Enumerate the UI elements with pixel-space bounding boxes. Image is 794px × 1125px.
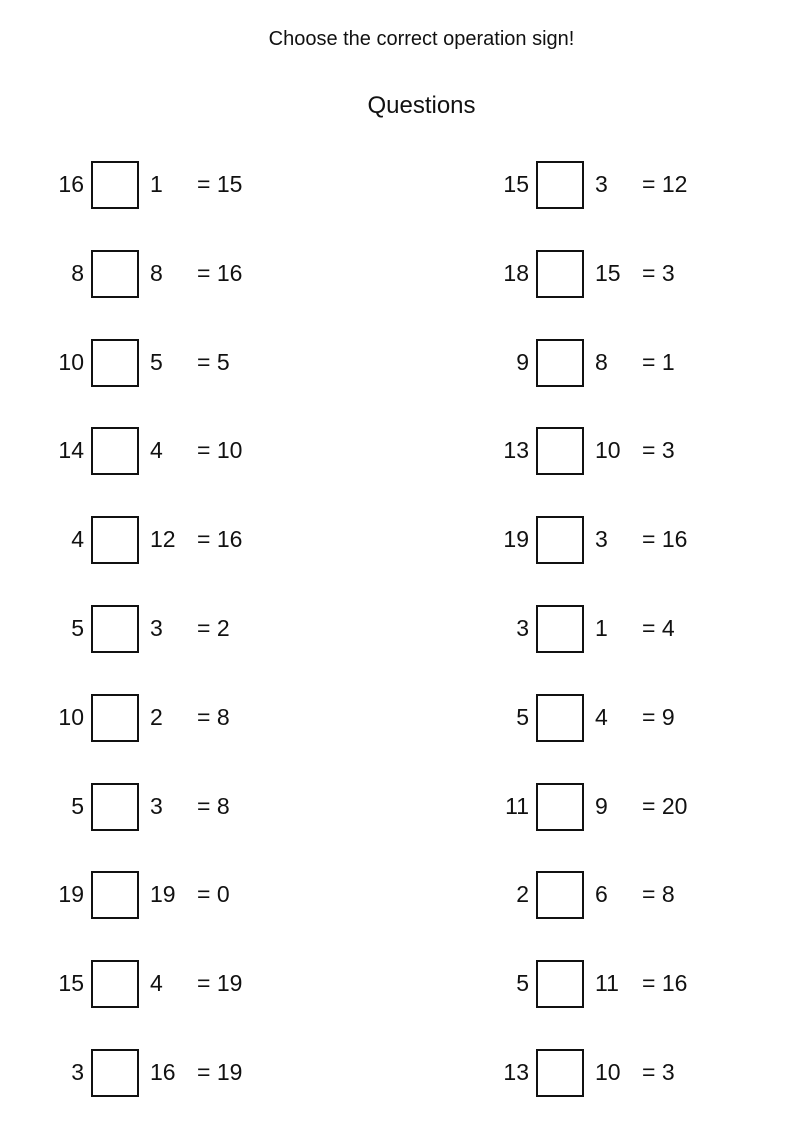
- first-operand: 19: [503, 526, 529, 553]
- question-row: [0, 783, 330, 829]
- first-operand: 19: [58, 881, 84, 908]
- question-row: [0, 427, 330, 473]
- second-operand: 10: [595, 1059, 621, 1085]
- result-text: = 3: [642, 437, 675, 464]
- second-operand: 4: [150, 437, 163, 464]
- result-text: = 19: [197, 970, 243, 997]
- question-row: [0, 694, 330, 740]
- operation-sign-box[interactable]: [91, 694, 139, 742]
- result-text: = 8: [197, 792, 230, 819]
- operation-sign-box[interactable]: [536, 427, 584, 475]
- first-operand: 8: [71, 259, 84, 286]
- operation-sign-box[interactable]: [536, 783, 584, 831]
- result-text: = 9: [642, 703, 675, 730]
- operation-sign-box[interactable]: [91, 960, 139, 1008]
- result-text: = 3: [642, 1059, 675, 1085]
- first-operand: 13: [503, 1059, 529, 1085]
- question-row: [0, 161, 330, 207]
- result-text: = 5: [197, 348, 230, 375]
- result-text: = 19: [197, 1059, 243, 1085]
- operation-sign-box[interactable]: [91, 427, 139, 475]
- second-operand: 5: [150, 348, 163, 375]
- result-text: = 16: [642, 526, 688, 553]
- first-operand: 18: [503, 259, 529, 286]
- second-operand: 4: [595, 703, 608, 730]
- second-operand: 19: [150, 881, 176, 908]
- first-operand: 5: [71, 792, 84, 819]
- second-operand: 8: [595, 348, 608, 375]
- operation-sign-box[interactable]: [536, 871, 584, 919]
- question-row: [445, 339, 775, 385]
- first-operand: 10: [58, 348, 84, 375]
- second-operand: 6: [595, 881, 608, 908]
- operation-sign-box[interactable]: [536, 339, 584, 387]
- second-operand: 9: [595, 792, 608, 819]
- result-text: = 20: [642, 792, 688, 819]
- result-text: = 4: [642, 615, 675, 641]
- result-text: = 3: [642, 259, 675, 286]
- operation-sign-box[interactable]: [91, 339, 139, 387]
- second-operand: 16: [150, 1059, 176, 1085]
- result-text: = 0: [197, 881, 230, 908]
- result-text: = 15: [197, 171, 243, 197]
- first-operand: 2: [516, 881, 529, 908]
- operation-sign-box[interactable]: [91, 250, 139, 298]
- second-operand: 15: [595, 259, 621, 286]
- first-operand: 15: [58, 970, 84, 997]
- first-operand: 4: [71, 526, 84, 553]
- first-operand: 3: [71, 1059, 84, 1085]
- second-operand: 4: [150, 970, 163, 997]
- question-row: [0, 516, 330, 562]
- operation-sign-box[interactable]: [536, 516, 584, 564]
- question-row: [445, 605, 775, 651]
- second-operand: 3: [595, 171, 608, 197]
- result-text: = 16: [642, 970, 688, 997]
- first-operand: 11: [505, 792, 529, 819]
- first-operand: 15: [503, 171, 529, 197]
- question-row: [0, 871, 330, 917]
- question-row: [0, 605, 330, 651]
- question-row: [445, 871, 775, 917]
- operation-sign-box[interactable]: [91, 605, 139, 653]
- operation-sign-box[interactable]: [91, 1049, 139, 1097]
- question-row: [445, 960, 775, 1006]
- result-text: = 10: [197, 437, 243, 464]
- operation-sign-box[interactable]: [91, 516, 139, 564]
- operation-sign-box[interactable]: [536, 694, 584, 742]
- first-operand: 3: [516, 615, 529, 641]
- operation-sign-box[interactable]: [91, 783, 139, 831]
- operation-sign-box[interactable]: [536, 1049, 584, 1097]
- first-operand: 13: [503, 437, 529, 464]
- result-text: = 1: [642, 348, 675, 375]
- operation-sign-box[interactable]: [536, 161, 584, 209]
- operation-sign-box[interactable]: [536, 605, 584, 653]
- question-row: [445, 516, 775, 562]
- first-operand: 5: [71, 615, 84, 641]
- second-operand: 11: [595, 970, 619, 997]
- result-text: = 8: [642, 881, 675, 908]
- second-operand: 2: [150, 703, 163, 730]
- second-operand: 1: [595, 615, 608, 641]
- second-operand: 10: [595, 437, 621, 464]
- second-operand: 1: [150, 171, 163, 197]
- operation-sign-box[interactable]: [91, 161, 139, 209]
- first-operand: 10: [58, 703, 84, 730]
- first-operand: 5: [516, 970, 529, 997]
- question-row: [0, 339, 330, 385]
- question-row: [0, 1049, 330, 1095]
- second-operand: 3: [150, 615, 163, 641]
- question-row: [0, 960, 330, 1006]
- first-operand: 16: [58, 171, 84, 197]
- result-text: = 8: [197, 703, 230, 730]
- result-text: = 2: [197, 615, 230, 641]
- first-operand: 9: [516, 348, 529, 375]
- second-operand: 3: [150, 792, 163, 819]
- second-operand: 12: [150, 526, 176, 553]
- question-row: [445, 427, 775, 473]
- question-row: [445, 1049, 775, 1095]
- question-row: [445, 161, 775, 207]
- question-row: [445, 694, 775, 740]
- question-row: [445, 783, 775, 829]
- page-title: Questions: [367, 92, 476, 119]
- second-operand: 8: [150, 259, 163, 286]
- result-text: = 12: [642, 171, 688, 197]
- operation-sign-box[interactable]: [536, 250, 584, 298]
- instruction-text: Choose the correct operation sign!: [268, 28, 575, 50]
- first-operand: 5: [516, 703, 529, 730]
- result-text: = 16: [197, 259, 243, 286]
- first-operand: 14: [58, 437, 84, 464]
- question-row: [445, 250, 775, 296]
- result-text: = 16: [197, 526, 243, 553]
- second-operand: 3: [595, 526, 608, 553]
- question-row: [0, 250, 330, 296]
- operation-sign-box[interactable]: [91, 871, 139, 919]
- operation-sign-box[interactable]: [536, 960, 584, 1008]
